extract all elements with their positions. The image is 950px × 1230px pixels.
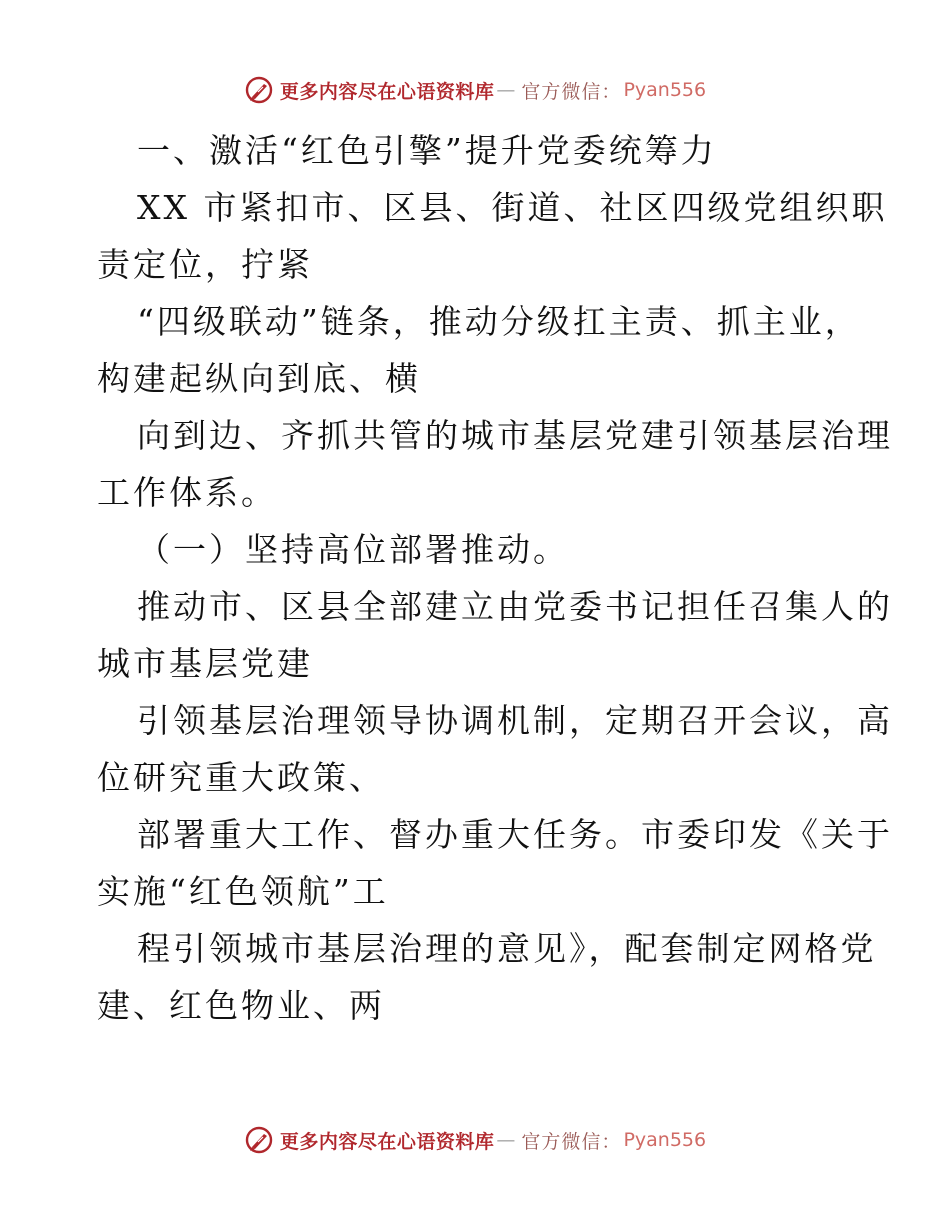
- paragraph-line: 推动市、区县全部建立由党委书记担任召集人的: [137, 587, 893, 626]
- paragraph-line: 向到边、齐抓共管的城市基层党建引领基层治理: [137, 416, 893, 455]
- paragraph-line: 责定位，拧紧: [97, 245, 313, 284]
- paragraph-line: 构建起纵向到底、横: [97, 359, 421, 398]
- paragraph-line: 引领基层治理领导协调机制，定期召开会议，高: [137, 701, 893, 740]
- paragraph-line: 工作体系。: [97, 473, 277, 512]
- paragraph-line: “四级联动”链条，推动分级扛主责、抓主业，: [137, 302, 861, 341]
- paragraph-line: 位研究重大政策、: [97, 758, 385, 797]
- watermark-separator: —: [496, 1129, 516, 1151]
- watermark-wechat-label: 官方微信：: [521, 80, 622, 103]
- document-body: [97, 122, 893, 1034]
- paragraph-line: 程引领城市基层治理的意见》，配套制定网格党: [137, 929, 877, 968]
- watermark-brand-text: 更多内容尽在心语资料库: [279, 1130, 495, 1153]
- subsection-heading: （一）坚持高位部署推动。: [137, 530, 569, 569]
- paragraph-line: 实施“红色领航”工: [97, 872, 389, 911]
- paragraph-line: 建、红色物业、两: [97, 986, 385, 1025]
- section-heading: 一、激活“红色引擎”提升党委统筹力: [137, 131, 717, 170]
- paragraph-line: XX 市紧扣市、区县、街道、社区四级党组织职: [137, 188, 888, 227]
- watermark-wechat-label: 官方微信：: [521, 1130, 622, 1153]
- paragraph-line: 部署重大工作、督办重大任务。市委印发《关于: [137, 815, 893, 854]
- watermark-wechat-id: Pyan556: [623, 1129, 707, 1151]
- watermark-banner-bottom: [0, 1120, 950, 1160]
- paragraph-line: 城市基层党建: [97, 644, 313, 683]
- quill-pen-logo-icon: [244, 75, 274, 105]
- quill-pen-logo-icon: [244, 1125, 274, 1155]
- watermark-brand-text: 更多内容尽在心语资料库: [279, 80, 495, 103]
- watermark-separator: —: [496, 79, 516, 101]
- watermark-wechat-id: Pyan556: [623, 79, 707, 101]
- watermark-banner-top: [0, 70, 950, 110]
